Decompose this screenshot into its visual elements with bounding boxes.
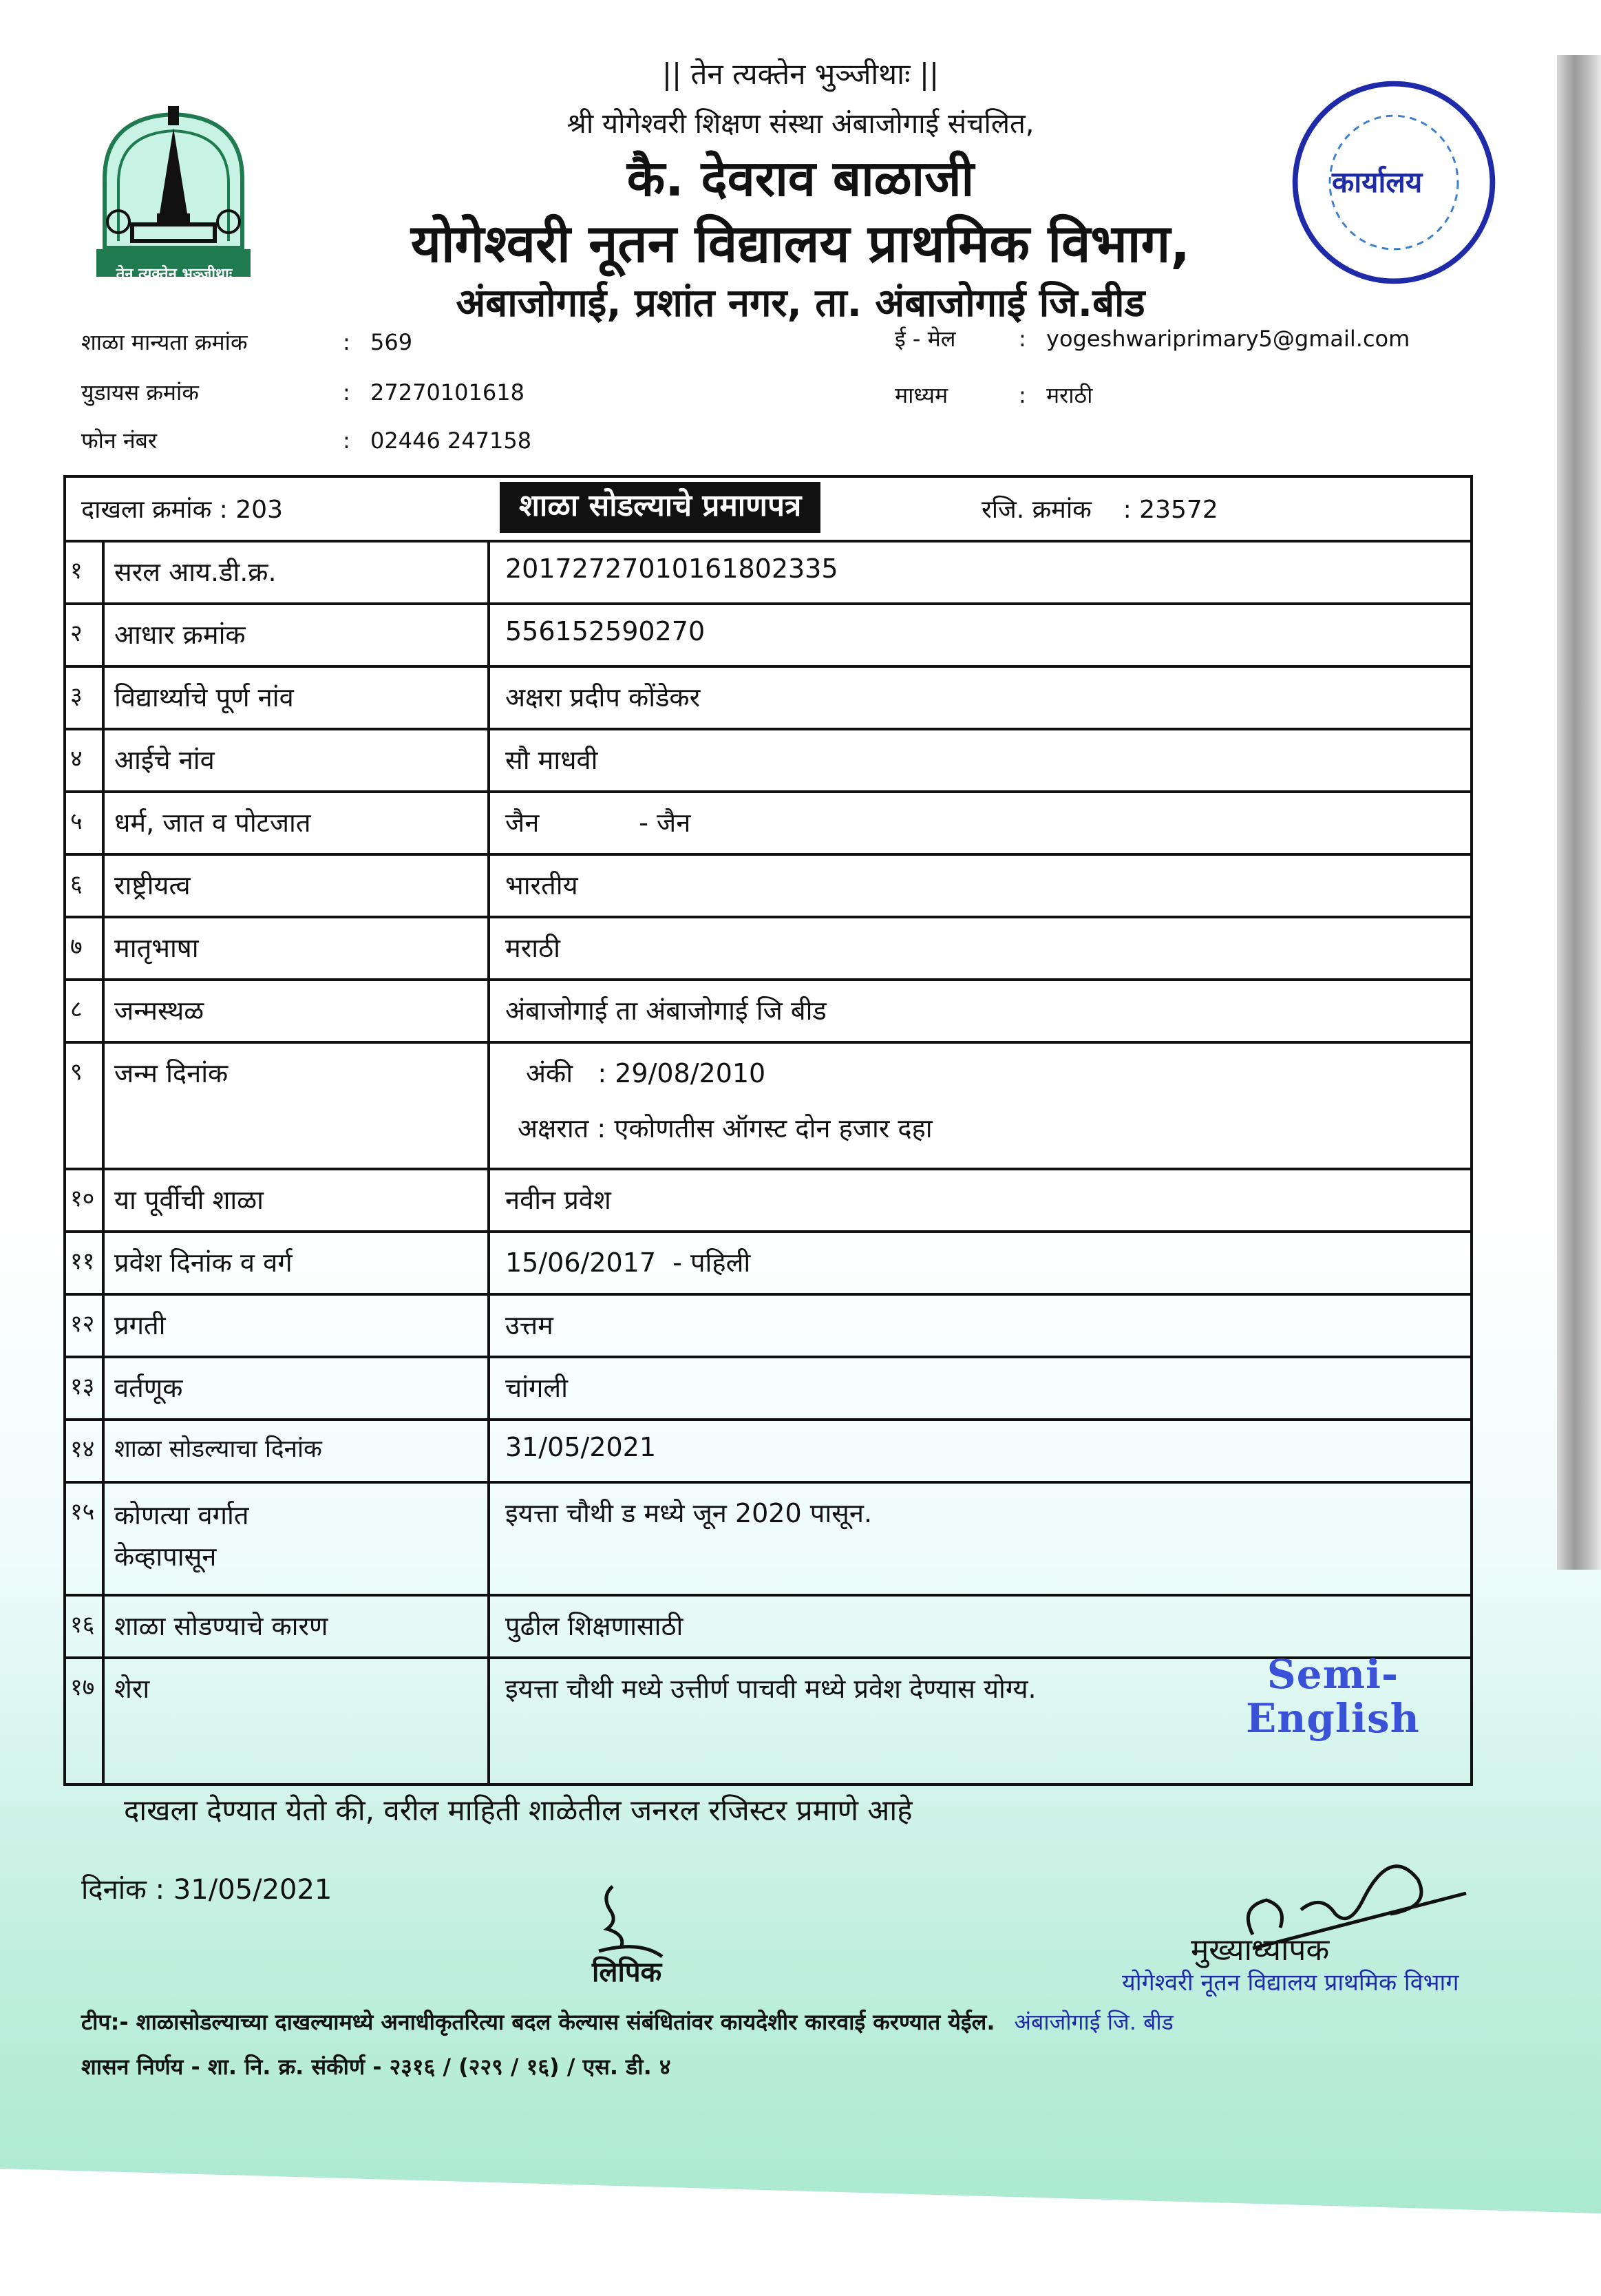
row-label: जन्मस्थळ [105, 981, 490, 1041]
row-value: अंबाजोगाई ता अंबाजोगाई जि बीड [505, 996, 827, 1026]
table-row: १६ शाळा सोडण्याचे कारण पुढील शिक्षणासाठी [66, 1597, 1470, 1659]
table-row: ७ मातृभाषा मराठी [66, 918, 1470, 981]
recognition-info: शाळा मान्यता क्रमांक : 569 [81, 327, 412, 357]
scan-margin [0, 2169, 1601, 2296]
society-line: श्री योगेश्वरी शिक्षण संस्था अंबाजोगाई संचलित, [566, 108, 1035, 140]
udise-label: युडायस क्रमांक [81, 379, 199, 406]
leaving-certificate-table [63, 475, 1473, 1786]
row-label: शाळा सोडण्याचे कारण [105, 1597, 490, 1656]
headmaster-stamp-text: योगेश्वरी नूतन विद्यालय प्राथमिक विभाग [1122, 1969, 1459, 1997]
clerk-signature-icon [571, 1879, 668, 1962]
email-info: ई - मेल : yogeshwariprimary5@gmail.com [895, 324, 1410, 353]
row-value: नवीन प्रवेश [505, 1185, 611, 1215]
row-label: शेरा [105, 1659, 490, 1783]
row-label: प्रवेश दिनांक व वर्ग [105, 1233, 490, 1293]
phone-info: फोन नंबर : 02446 247158 [81, 425, 531, 455]
stamp-place: अंबाजोगाई जि. बीड [1014, 2009, 1174, 2035]
register-number-value: 23572 [1139, 496, 1218, 524]
register-number: रजि. क्रमांक : 23572 [982, 496, 1218, 524]
phone-label: फोन नंबर [81, 428, 158, 454]
table-row: ६ राष्ट्रीयत्व भारतीय [66, 856, 1470, 918]
row-label: आधार क्रमांक [105, 605, 490, 665]
row-value: 20172727010161802335 [505, 554, 838, 584]
tamper-warning-note: टीप:- शाळासोडल्याच्या दाखल्यामध्ये अनाधीकृतरित्या बदल केल्यास संबंधितांवर कायदेशीर कारवाई करण्यात येईल. अंबाजोगाई जि. बीड [81, 2009, 1174, 2035]
clerk-label: लिपिक [592, 1957, 662, 1988]
table-row: १२ प्रगती उत्तम [66, 1296, 1470, 1358]
row-value: 15/06/2017 - पहिली [505, 1247, 751, 1278]
row-label: राष्ट्रीयत्व [105, 856, 490, 916]
row-label: आईचे नांव [105, 730, 490, 790]
row-value: भारतीय [505, 870, 578, 901]
row-value: मराठी [505, 933, 561, 963]
issue-date-value: 31/05/2021 [173, 1874, 332, 1906]
motto: || तेन त्यक्तेन भुञ्जीथाः || [661, 57, 940, 91]
row-label: वर्तणूक [105, 1358, 490, 1418]
row-value: इयत्ता चौथी मध्ये उत्तीर्ण पाचवी मध्ये प्रवेश देण्यास योग्य. [505, 1674, 1037, 1704]
medium-value: मराठी [1046, 382, 1093, 408]
issue-date: दिनांक : 31/05/2021 [81, 1874, 332, 1906]
table-row: १५ कोणत्या वर्गात केव्हापासून इयत्ता चौथी ड मध्ये जून 2020 पासून. [66, 1484, 1470, 1597]
row-value: उत्तम [505, 1310, 553, 1340]
school-name-line2: योगेश्वरी नूतन विद्यालय प्राथमिक विभाग, [410, 213, 1191, 274]
table-row: ३ विद्यार्थ्याचे पूर्ण नांव अक्षरा प्रदीप कोंडेकर [66, 668, 1470, 730]
table-row: १० या पूर्वीची शाळा नवीन प्रवेश [66, 1170, 1470, 1233]
row-value: जैन - जैन [505, 808, 691, 838]
recognition-label: शाळा मान्यता क्रमांक [81, 329, 248, 355]
email-value[interactable]: yogeshwariprimary5@gmail.com [1046, 326, 1410, 352]
row-label: धर्म, जात व पोटजात [105, 793, 490, 853]
row-value: 556152590270 [505, 616, 706, 646]
admission-number: दाखला क्रमांक : 203 [81, 496, 283, 524]
phone-value: 02446 247158 [370, 428, 532, 454]
row-label: या पूर्वीची शाळा [105, 1170, 490, 1230]
table-row: १३ वर्तणूक चांगली [66, 1358, 1470, 1421]
table-row: ११ प्रवेश दिनांक व वर्ग 15/06/2017 - पहिली [66, 1233, 1470, 1296]
certificate-title: शाळा सोडल्याचे प्रमाणपत्र [500, 482, 820, 533]
row-value: पुढील शिक्षणासाठी [505, 1611, 683, 1641]
table-row-birthdate: ९ जन्म दिनांक अंकी : 29/08/2010 अक्षरात : एकोणतीस ऑगस्ट दोन हजार दहा [66, 1044, 1470, 1170]
row-label: विद्यार्थ्याचे पूर्ण नांव [105, 668, 490, 728]
birthdate-digits: अंकी : 29/08/2010 [526, 1058, 766, 1088]
row-value: चांगली [505, 1373, 568, 1403]
row-label: कोणत्या वर्गात केव्हापासून [105, 1484, 490, 1594]
row-label: सरल आय.डी.क्र. [105, 543, 490, 602]
declaration-text: दाखला देण्यात येतो की, वरील माहिती शाळेतील जनरल रजिस्टर प्रमाणे आहे [124, 1793, 913, 1827]
school-name-line1: कै. देवराव बाळाजी [626, 149, 975, 207]
table-row: ४ आईचे नांव सौ माधवी [66, 730, 1470, 793]
headmaster-label: मुख्याध्यापक [1191, 1932, 1330, 1968]
table-row: १७ शेरा इयत्ता चौथी मध्ये उत्तीर्ण पाचवी मध्ये प्रवेश देण्यास योग्य. [66, 1659, 1470, 1786]
admission-number-value: 203 [235, 496, 283, 524]
row-value: इयत्ता चौथी ड मध्ये जून 2020 पासून. [505, 1498, 873, 1528]
row-label: शाळा सोडल्याचा दिनांक [105, 1421, 490, 1481]
udise-value: 27270101618 [370, 379, 524, 406]
table-row: १४ शाळा सोडल्याचा दिनांक 31/05/2021 [66, 1421, 1470, 1484]
row-value: अक्षरा प्रदीप कोंडेकर [505, 682, 701, 713]
table-row: ५ धर्म, जात व पोटजात जैन - जैन [66, 793, 1470, 856]
semi-english-stamp: Semi- English [1246, 1651, 1420, 1742]
udise-info: युडायस क्रमांक : 27270101618 [81, 377, 524, 407]
medium-label: माध्यम [895, 382, 948, 408]
table-row: १ सरल आय.डी.क्र. 20172727010161802335 [66, 543, 1470, 605]
logo-caption: तेन त्यक्तेन भुञ्जीथाः [116, 266, 233, 283]
row-label: मातृभाषा [105, 918, 490, 978]
row-label: जन्म दिनांक [105, 1044, 490, 1168]
row-label: प्रगती [105, 1296, 490, 1356]
row-value: सौ माधवी [505, 745, 598, 775]
certificate-header [66, 478, 1470, 543]
birthdate-words: अक्षरात : एकोणतीस ऑगस्ट दोन हजार दहा [518, 1113, 933, 1144]
row-value: 31/05/2021 [505, 1432, 657, 1462]
table-row: ८ जन्मस्थळ अंबाजोगाई ता अंबाजोगाई जि बीड [66, 981, 1470, 1044]
recognition-value: 569 [370, 329, 413, 355]
stamp-label: कार्यालय [1332, 165, 1423, 199]
medium-info: माध्यम : मराठी [895, 380, 1092, 410]
government-resolution: शासन निर्णय - शा. नि. क्र. संकीर्ण - २३१६ / (२२९ / १६) / एस. डी. ४ [81, 2054, 671, 2080]
table-row: २ आधार क्रमांक 556152590270 [66, 605, 1470, 668]
email-label: ई - मेल [895, 326, 956, 352]
school-address: अंबाजोगाई, प्रशांत नगर, ता. अंबाजोगाई जि.बीड [456, 281, 1145, 326]
